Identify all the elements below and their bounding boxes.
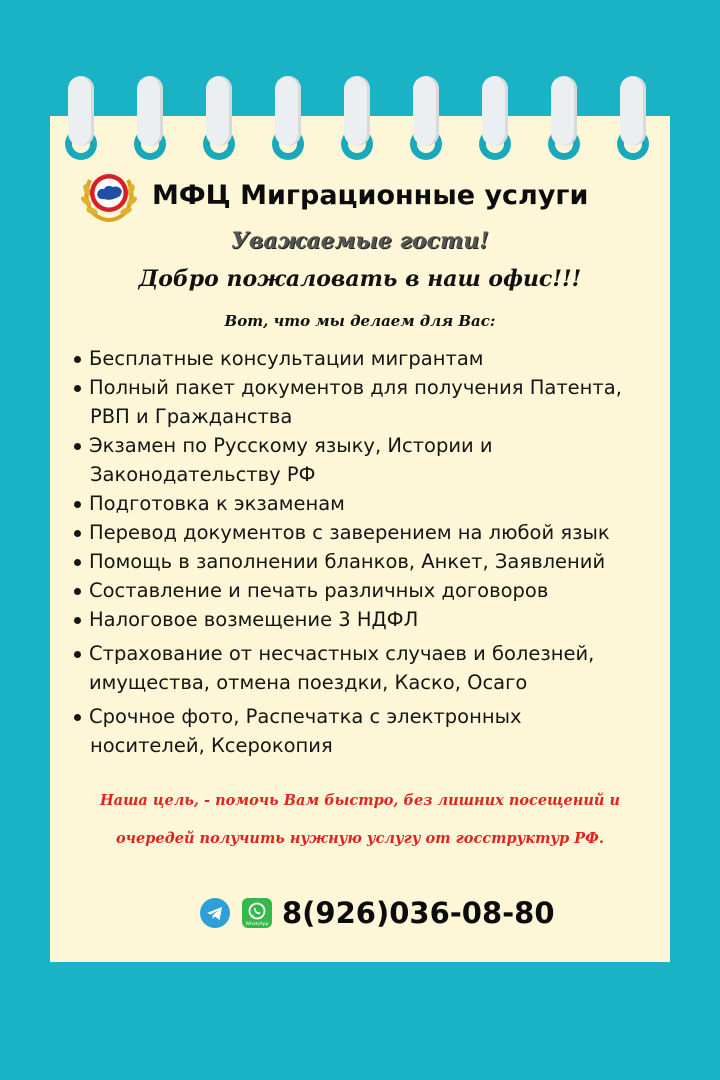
service-text: Перевод документов с заверением на любой язык [89,521,610,544]
spiral-ring [620,76,646,162]
telegram-icon[interactable] [200,898,230,928]
ring-loop [68,76,94,146]
services-intro: Вот, что мы делаем для Вас: [224,312,496,330]
service-text: Законодательству РФ [90,463,316,486]
service-item [72,518,662,547]
ring-loop [620,76,646,146]
service-item [72,489,662,518]
service-text: Подготовка к экзаменам [89,492,345,515]
service-item [72,373,662,431]
spiral-ring [68,76,94,162]
ring-loop [413,76,439,146]
ring-loop [275,76,301,146]
goal-line: очередей получить нужную услугу от госструктур РФ. [116,830,604,847]
contact-row [200,893,555,933]
service-text: Бесплатные консультации мигрантам [89,347,484,370]
service-item [72,431,662,489]
service-text: РВП и Гражданства [90,405,293,428]
service-text: Налоговое возмещение 3 НДФЛ [89,608,419,631]
greeting-line: Уважаемые гости! [231,228,489,254]
service-item [72,702,662,760]
russia-map-laurel-emblem-icon [80,168,138,222]
service-text: Страхование от несчастных случаев и болезней, [89,642,595,665]
service-text: Полный пакет документов для получения Патента, [89,376,622,399]
service-item [72,639,662,697]
service-item [72,576,662,605]
ring-loop [551,76,577,146]
welcome-line: Добро пожаловать в наш офис!!! [138,266,582,292]
service-item [72,547,662,576]
whatsapp-icon[interactable] [242,898,272,928]
spiral-ring [137,76,163,162]
service-text: имущества, отмена поездки, Каско, Осаго [89,671,528,694]
phone-number[interactable]: 8(926)036-08-80 [282,896,555,930]
spiral-ring [275,76,301,162]
spiral-ring [551,76,577,162]
service-text: Составление и печать различных договоров [89,579,549,602]
service-text: носителей, Ксерокопия [90,734,333,757]
ring-loop [344,76,370,146]
ring-loop [137,76,163,146]
service-text: Помощь в заполнении бланков, Анкет, Заявлений [89,550,606,573]
header [80,170,670,220]
service-text: Экзамен по Русскому языку, Истории и [89,434,493,457]
ring-loop [206,76,232,146]
services-list [72,344,662,760]
page-title: МФЦ Миграционные услуги [152,179,589,211]
service-item [72,605,662,634]
svg-text:WhatsApp: WhatsApp [245,922,269,927]
spiral-ring [413,76,439,162]
service-text: Срочное фото, Распечатка с электронных [89,705,522,728]
goal-line: Наша цель, - помочь Вам быстро, без лишних посещений и [99,792,621,809]
spiral-ring [482,76,508,162]
spiral-ring [206,76,232,162]
service-item [72,344,662,373]
ring-loop [482,76,508,146]
spiral-ring [344,76,370,162]
